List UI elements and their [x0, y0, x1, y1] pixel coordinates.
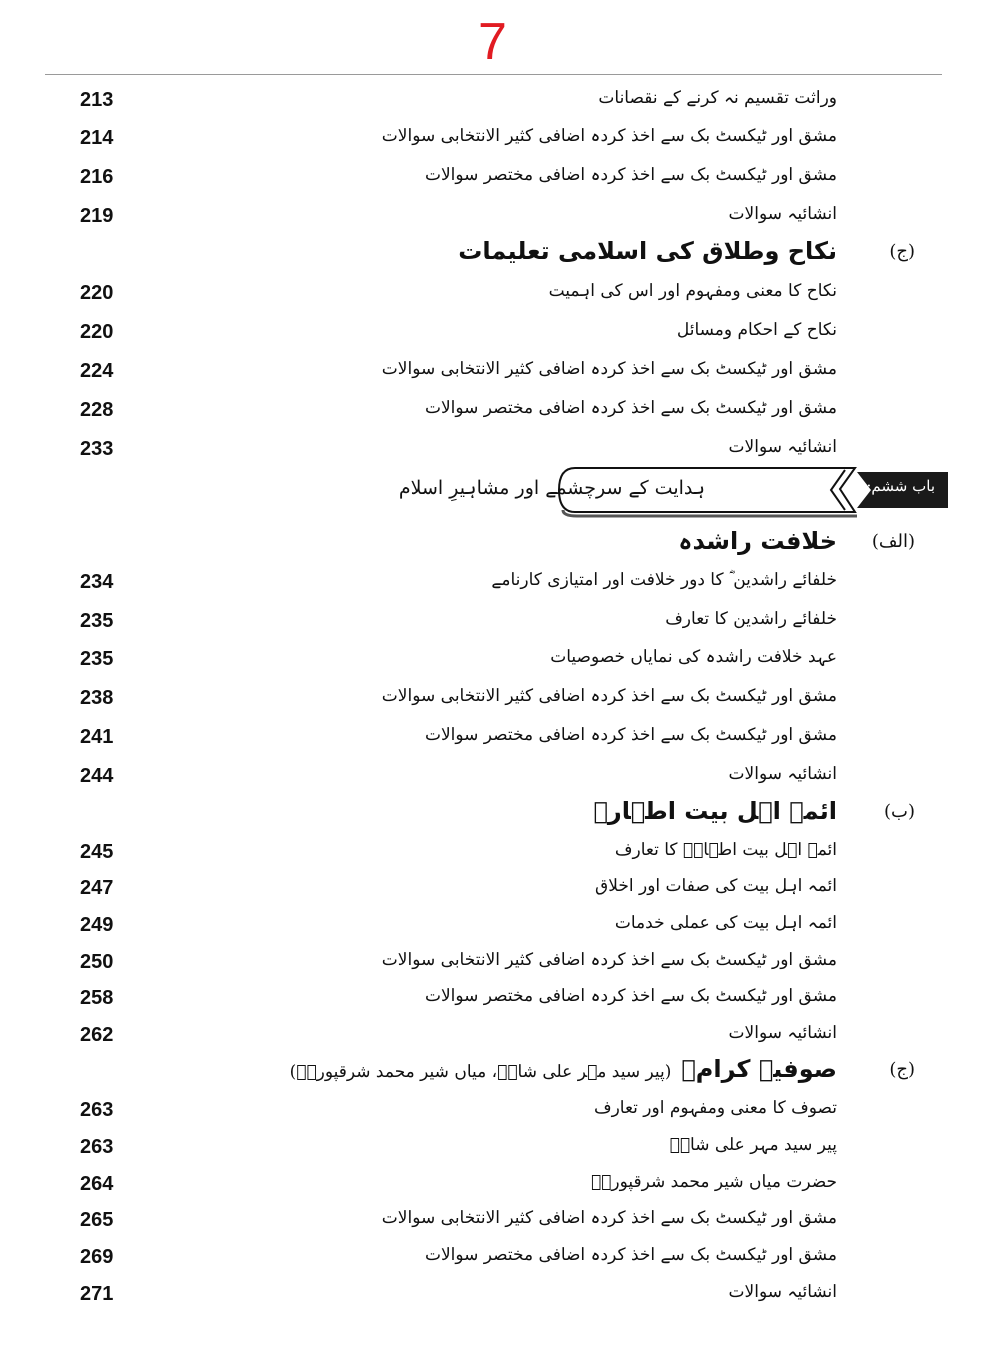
section-heading [0, 235, 985, 269]
section-title [458, 235, 837, 267]
toc-entry [0, 1168, 985, 1202]
toc-entry-page: 228 [80, 399, 114, 421]
toc-entry-title: مشق اور ٹیکسٹ بک سے اخذ کردہ اضافی کثیر الانتخابی سوالات [381, 126, 837, 146]
toc-entry-page: 224 [80, 360, 114, 382]
toc-entry [0, 909, 985, 943]
toc-entry-title: انشائیہ سوالات [728, 437, 837, 457]
toc-entry-title: پیر سید مہر علی شاہؒ [669, 1135, 837, 1155]
chapter-label: باب ششم: [866, 477, 935, 495]
toc-entry-title: وراثت تقسیم نہ کرنے کے نقصانات [598, 88, 837, 108]
toc-entry-title: مشق اور ٹیکسٹ بک سے اخذ کردہ اضافی مختصر سوالات [424, 165, 837, 185]
section-title-text: نکاح وطلاق کی اسلامی تعلیمات [458, 237, 837, 265]
header-divider [45, 74, 942, 75]
toc-entry-page: 265 [80, 1209, 114, 1231]
toc-entry-title: مشق اور ٹیکسٹ بک سے اخذ کردہ اضافی مختصر سوالات [424, 398, 837, 418]
section-heading [0, 1053, 985, 1087]
toc-entry-title: ائمہ اہل بیت کی عملی خدمات [614, 913, 837, 933]
toc-entry-title: مشق اور ٹیکسٹ بک سے اخذ کردہ اضافی مختصر سوالات [424, 1245, 837, 1265]
toc-entry [0, 836, 985, 870]
toc-entry [0, 355, 985, 389]
toc-entry [0, 1204, 985, 1238]
section-subtitle: (پیر سید مہر علی شاہؒ، میاں شیر محمد شرقپوریؒ) [289, 1062, 672, 1082]
toc-entry-page: 238 [80, 687, 114, 709]
toc-entry-page: 258 [80, 987, 114, 1009]
section-marker: (الف) [871, 531, 915, 552]
toc-entry [0, 161, 985, 195]
toc-entry [0, 1131, 985, 1165]
section-title-text: خلافت راشدہ [678, 527, 837, 555]
toc-entry-page: 235 [80, 648, 114, 670]
page-number: 7 [478, 13, 507, 71]
toc-entry-page: 220 [80, 321, 114, 343]
toc-entry [0, 122, 985, 156]
toc-entry-page: 262 [80, 1024, 114, 1046]
toc-entry-page: 244 [80, 765, 114, 787]
toc-entry-page: 247 [80, 877, 114, 899]
toc-entry [0, 277, 985, 311]
toc-entry-title: مشق اور ٹیکسٹ بک سے اخذ کردہ اضافی مختصر سوالات [424, 986, 837, 1006]
toc-entry [0, 433, 985, 467]
toc-entry [0, 1094, 985, 1128]
toc-entry-title: تصوف کا معنی ومفہوم اور تعارف [593, 1098, 837, 1118]
toc-entry-title: انشائیہ سوالات [728, 764, 837, 784]
toc-entry-title: مشق اور ٹیکسٹ بک سے اخذ کردہ اضافی مختصر سوالات [424, 725, 837, 745]
toc-entry-page: 234 [80, 571, 114, 593]
toc-entry [0, 721, 985, 755]
section-marker: (ب) [884, 801, 915, 822]
toc-entry [0, 1241, 985, 1275]
toc-entry [0, 872, 985, 906]
toc-entry [0, 200, 985, 234]
toc-entry [0, 605, 985, 639]
toc-entry [0, 982, 985, 1016]
toc-entry-page: 249 [80, 914, 114, 936]
toc-entry [0, 682, 985, 716]
toc-entry-page: 235 [80, 610, 114, 632]
toc-entry-title: مشق اور ٹیکسٹ بک سے اخذ کردہ اضافی کثیر الانتخابی سوالات [381, 950, 837, 970]
toc-entry-title: خلفائے راشدین ؓ کا دور خلافت اور امتیازی کارنامے [491, 570, 837, 590]
toc-entry-page: 271 [80, 1283, 114, 1305]
toc-entry [0, 760, 985, 794]
toc-entry [0, 316, 985, 350]
chapter-title: ہدایت کے سرچشمے اور مشاہیرِ اسلام [398, 477, 705, 499]
toc-entry-title: عہد خلافت راشدہ کی نمایاں خصوصیات [550, 647, 837, 667]
section-title [678, 525, 837, 557]
section-heading [0, 795, 985, 829]
section-title-text: ائمہ اہل بیت اطہارؓ [593, 797, 837, 825]
toc-entry-title: انشائیہ سوالات [728, 1282, 837, 1302]
toc-entry-page: 219 [80, 205, 114, 227]
toc-entry [0, 566, 985, 600]
section-title [593, 795, 837, 827]
toc-entry-page: 241 [80, 726, 114, 748]
toc-entry-title: نکاح کا معنی ومفہوم اور اس کی اہمیت [548, 281, 837, 301]
toc-entry [0, 643, 985, 677]
toc-entry [0, 394, 985, 428]
toc-entry-title: مشق اور ٹیکسٹ بک سے اخذ کردہ اضافی کثیر الانتخابی سوالات [381, 686, 837, 706]
toc-entry-page: 213 [80, 89, 114, 111]
toc-entry-page: 220 [80, 282, 114, 304]
toc-entry-page: 269 [80, 1246, 114, 1268]
toc-entry-title: مشق اور ٹیکسٹ بک سے اخذ کردہ اضافی کثیر الانتخابی سوالات [381, 1208, 837, 1228]
toc-entry-title: ائمہ اہل بیت کی صفات اور اخلاق [595, 876, 837, 896]
toc-entry-page: 263 [80, 1099, 114, 1121]
toc-entry-title: حضرت میاں شیر محمد شرقپوریؒ [590, 1172, 837, 1192]
section-title [290, 1053, 837, 1088]
toc-entry [0, 84, 985, 118]
toc-entry-page: 250 [80, 951, 114, 973]
toc-entry-title: انشائیہ سوالات [728, 1023, 837, 1043]
toc-entry-title: خلفائے راشدین کا تعارف [665, 609, 837, 629]
toc-entry-page: 245 [80, 841, 114, 863]
toc-entry-page: 216 [80, 166, 114, 188]
section-title-text: صوفیہ کرامؒ [681, 1055, 837, 1083]
toc-entry-page: 214 [80, 127, 114, 149]
toc-entry-title: نکاح کے احکام ومسائل [676, 320, 837, 340]
section-heading [0, 525, 985, 559]
section-marker: (ج) [889, 1059, 915, 1080]
toc-entry-title: مشق اور ٹیکسٹ بک سے اخذ کردہ اضافی کثیر الانتخابی سوالات [381, 359, 837, 379]
toc-entry-page: 233 [80, 438, 114, 460]
toc-entry-title: انشائیہ سوالات [728, 204, 837, 224]
toc-entry [0, 1278, 985, 1312]
toc-entry-page: 264 [80, 1173, 114, 1195]
toc-entry-title: ائمہ اہل بیت اطہارؓ کا تعارف [614, 840, 837, 860]
toc-entry [0, 946, 985, 980]
toc-entry [0, 1019, 985, 1053]
section-marker: (ج) [889, 241, 915, 262]
toc-entry-page: 263 [80, 1136, 114, 1158]
